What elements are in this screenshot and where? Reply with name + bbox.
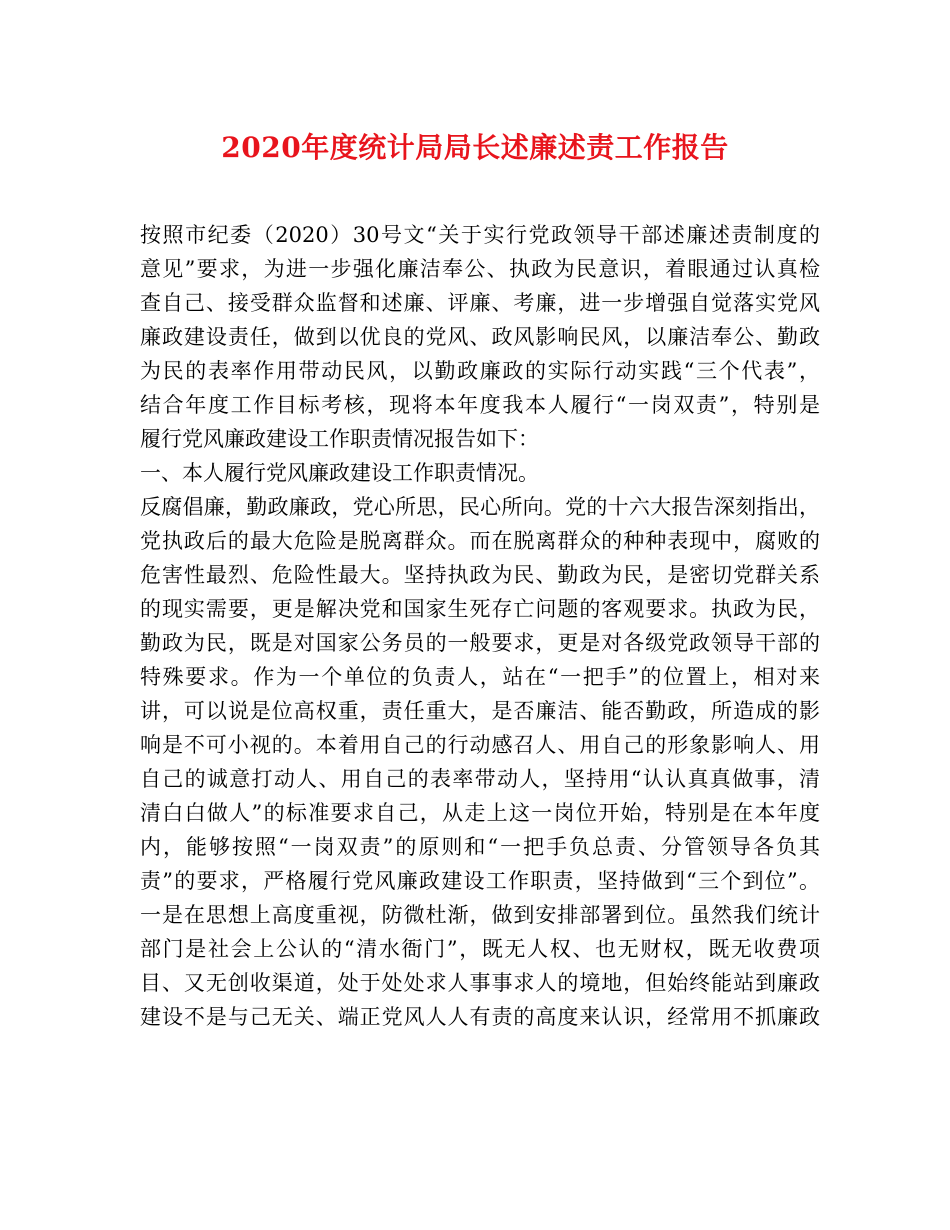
body-line: 党执政后的最大危险是脱离群众。而在脱离群众的种种表现中，腐败的 <box>140 529 820 553</box>
body-line: 目、又无创收渠道，处于处处求人事事求人的境地，但始终能站到廉政 <box>140 971 820 995</box>
body-line: 响是不可小视的。本着用自己的行动感召人、用自己的形象影响人、用 <box>140 733 820 757</box>
body-line: 为民的表率作用带动民风，以勤政廉政的实际行动实践“三个代表”， <box>140 359 820 383</box>
body-line: 按照市纪委（2020）30号文“关于实行党政领导干部述廉述责制度的 <box>140 223 820 247</box>
body-line: 履行党风廉政建设工作职责情况报告如下： <box>140 427 539 451</box>
body-line: 自己的诚意打动人、用自己的表率带动人，坚持用“认认真真做事，清 <box>140 767 820 791</box>
body-line: 勤政为民，既是对国家公务员的一般要求，更是对各级党政领导干部的 <box>140 631 820 655</box>
body-line: 结合年度工作目标考核，现将本年度我本人履行“一岗双责”，特别是 <box>140 393 820 417</box>
section-heading: 一、本人履行党风廉政建设工作职责情况。 <box>140 461 539 485</box>
body-line: 一是在思想上高度重视，防微杜渐，做到安排部署到位。虽然我们统计 <box>140 903 820 927</box>
body-line: 责”的要求，严格履行党风廉政建设工作职责，坚持做到“三个到位”。 <box>140 869 820 893</box>
body-line: 意见”要求，为进一步强化廉洁奉公、执政为民意识，着眼通过认真检 <box>140 257 820 281</box>
body-line: 特殊要求。作为一个单位的负责人，站在“一把手”的位置上，相对来 <box>140 665 820 689</box>
document-title: 2020年度统计局局长述廉述责工作报告 <box>221 131 729 164</box>
body-line: 内，能够按照“一岗双责”的原则和“一把手负总责、分管领导各负其 <box>140 835 820 859</box>
body-line: 查自己、接受群众监督和述廉、评廉、考廉，进一步增强自觉落实党风 <box>140 291 820 315</box>
body-line: 部门是社会上公认的“清水衙门”，既无人权、也无财权，既无收费项 <box>140 937 820 961</box>
body-line: 建设不是与己无关、端正党风人人有责的高度来认识，经常用不抓廉政 <box>140 1005 820 1029</box>
body-line: 危害性最烈、危险性最大。坚持执政为民、勤政为民，是密切党群关系 <box>140 563 820 587</box>
body-line: 反腐倡廉，勤政廉政，党心所思，民心所向。党的十六大报告深刻指出， <box>140 495 820 519</box>
body-line: 清白白做人”的标准要求自己，从走上这一岗位开始，特别是在本年度 <box>140 801 820 825</box>
body-line: 讲，可以说是位高权重，责任重大，是否廉洁、能否勤政，所造成的影 <box>140 699 820 723</box>
document-body <box>140 218 820 1034</box>
body-line: 廉政建设责任，做到以优良的党风、政风影响民风，以廉洁奉公、勤政 <box>140 325 820 349</box>
body-line: 的现实需要，更是解决党和国家生死存亡问题的客观要求。执政为民， <box>140 597 820 621</box>
